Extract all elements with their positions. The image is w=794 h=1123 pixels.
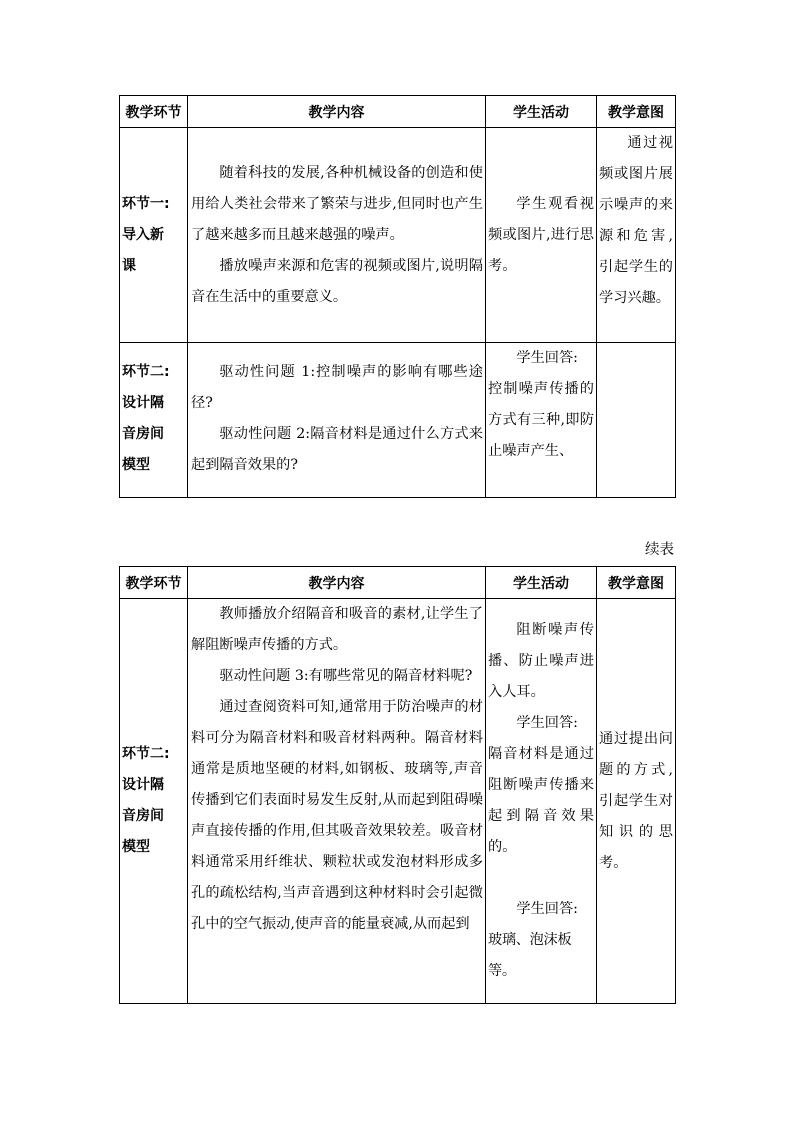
content-cell: [188, 128, 486, 343]
table-header-row: [120, 567, 676, 599]
intent-paragraph: 通过提出问题的方式,引起学生对知识的思考。: [599, 730, 673, 871]
intent-cell: [597, 128, 676, 343]
stage-label: 设计隔: [122, 777, 164, 793]
intent-cell: [597, 343, 676, 498]
lesson-table-1: [119, 95, 676, 498]
header-intent: 教学意图: [597, 567, 676, 599]
stage-label: 环节二:: [122, 364, 170, 380]
activity-paragraph: 隔音材料是通过阻断噪声传播来起到隔音效果的。: [488, 746, 594, 855]
activity-paragraph: 阻断噪声传播、防止噪声进入人耳。: [488, 622, 594, 700]
content-paragraph: 教师播放介绍隔音和吸音的素材,让学生了解阻断噪声传播的方式。: [191, 606, 483, 653]
table-row: [120, 599, 676, 1004]
header-activity: 学生活动: [486, 567, 597, 599]
activity-cell: [486, 599, 597, 1004]
header-intent: 教学意图: [597, 96, 676, 128]
header-stage: 教学环节: [120, 96, 188, 128]
activity-paragraph: 控制噪声传播的方式有三种,即防止噪声产生、: [488, 381, 594, 459]
content-paragraph: 驱动性问题 2:隔音材料是通过什么方式来起到隔音效果的?: [191, 426, 483, 473]
lesson-table-2: [119, 566, 676, 1004]
content-paragraph: 驱动性问题 3:有哪些常见的隔音材料呢?: [219, 668, 473, 684]
content-cell: [188, 343, 486, 498]
stage-label: 音房间: [122, 808, 164, 824]
content-paragraph: 播放噪声来源和危害的视频或图片,说明隔音在生活中的重要意义。: [191, 257, 483, 305]
stage-label: 导入新: [122, 226, 164, 243]
activity-paragraph: 玻璃、泡沫板等。: [488, 932, 572, 979]
stage-label: 设计隔: [122, 395, 164, 411]
content-paragraph: 通过查阅资料可知,通常用于防治噪声的材料可分为隔音材料和吸音材料两种。隔音材料通常是质地坚硬的材料,如钢板、玻璃等,声音传播到它们表面时易发生反射,从而起到阻碍噪声直接传播的作用,但其吸音效果较差。吸音材料通常采用纤维状、颗粒状或发泡材料形成多孔的疏松结构,当声音遇到这种材料时会引起微孔中的空气振动,使声音的能量衰减,从而起到: [191, 699, 483, 932]
continued-label: 续表: [645, 542, 674, 558]
activity-paragraph: 学生回答:: [516, 901, 578, 917]
header-activity: 学生活动: [486, 96, 597, 128]
header-stage: 教学环节: [120, 567, 188, 599]
stage-label: 模型: [122, 457, 150, 473]
stage-cell: [120, 128, 188, 343]
stage-cell: [120, 343, 188, 498]
header-content: 教学内容: [188, 96, 486, 128]
content-cell: [188, 599, 486, 1004]
table-row: [120, 343, 676, 498]
content-paragraph: 随着科技的发展,各种机械设备的创造和使用给人类社会带来了繁荣与进步,但同时也产生了越来越多而且越来越强的噪声。: [191, 164, 483, 243]
table-header-row: [120, 96, 676, 128]
activity-paragraph: 学生回答:: [516, 715, 578, 731]
stage-label: 环节二:: [122, 746, 170, 762]
content-paragraph: 驱动性问题 1:控制噪声的影响有哪些途径?: [191, 364, 483, 411]
stage-label: 环节一:: [122, 195, 170, 212]
intent-cell: [597, 599, 676, 1004]
activity-paragraph: 学生观看视频或图片,进行思考。: [488, 195, 594, 274]
intent-paragraph: 通过视频或图片展示噪声的来源和危害,引起学生的学习兴趣。: [599, 135, 673, 306]
stage-label: 音房间: [122, 426, 164, 442]
activity-cell: [486, 343, 597, 498]
stage-label: 模型: [122, 839, 150, 855]
stage-cell: [120, 599, 188, 1004]
table-row: [120, 128, 676, 343]
activity-cell: [486, 128, 597, 343]
stage-label: 课: [122, 257, 136, 274]
header-content: 教学内容: [188, 567, 486, 599]
activity-paragraph: 学生回答:: [516, 350, 578, 366]
